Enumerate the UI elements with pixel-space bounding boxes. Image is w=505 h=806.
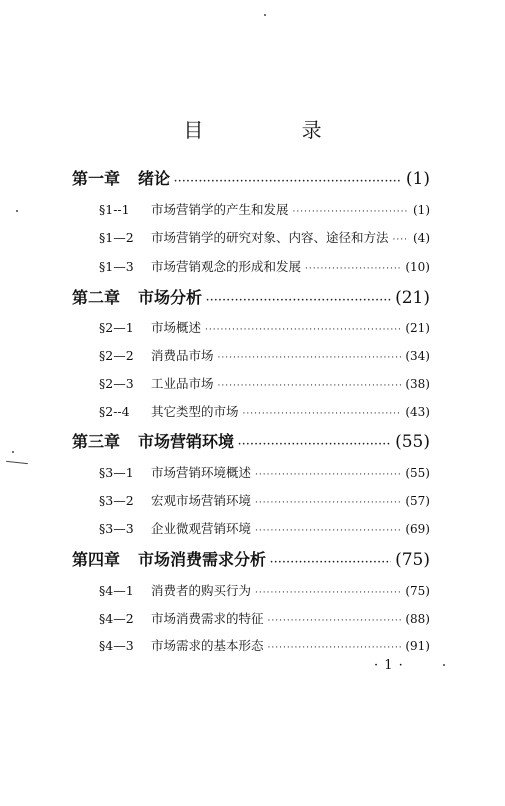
leader-dots (255, 470, 401, 480)
leader-dots (243, 409, 402, 419)
leader-dots (305, 264, 401, 274)
leader-dots (174, 177, 402, 187)
leader-dots (268, 616, 402, 626)
chapter-label: 第二章 (72, 288, 121, 307)
toc-section-3-3[interactable] (99, 519, 430, 537)
chapter-title: 市场营销环境 (138, 432, 235, 451)
page-number: · 1 · (374, 658, 404, 673)
page-ref: (88) (405, 612, 430, 626)
scan-speck (6, 461, 28, 464)
toc-chapter-4[interactable] (72, 547, 430, 570)
section-title: 其它类型的市场 (151, 404, 239, 419)
toc-section-3-2[interactable] (99, 491, 430, 509)
page-ref: (55) (395, 432, 430, 452)
section-title: 消费者的购买行为 (151, 583, 252, 598)
chapter-title: 市场消费需求分析 (138, 550, 267, 569)
toc-section-4-3[interactable] (99, 636, 430, 654)
page-ref: (1) (413, 203, 430, 217)
page-ref: (1) (405, 169, 430, 189)
page-ref: (4) (413, 231, 430, 245)
leader-dots (205, 325, 401, 335)
toc-section-3-1[interactable] (99, 463, 430, 481)
toc-section-1-3[interactable] (99, 257, 430, 275)
toc-section-4-1[interactable] (99, 581, 430, 599)
leader-dots (270, 558, 391, 568)
section-label: §1--1 (99, 202, 130, 217)
section-label: §3—3 (99, 521, 134, 536)
section-label: §2—3 (99, 376, 134, 391)
scan-speck (264, 14, 266, 16)
section-label: §4—3 (99, 638, 134, 653)
scan-speck (12, 451, 14, 453)
section-title: 市场需求的基本形态 (151, 638, 264, 653)
chapter-title: 绪论 (138, 169, 171, 188)
page-ref: (38) (405, 377, 430, 391)
toc-chapter-1[interactable] (72, 166, 430, 189)
leader-dots (268, 643, 402, 653)
page-ref: (75) (405, 584, 430, 598)
section-title: 市场营销学的研究对象、内容、途径和方法 (151, 230, 389, 245)
leader-dots (255, 588, 401, 598)
toc-section-1-2[interactable] (99, 228, 430, 246)
page-ref: (91) (405, 639, 430, 653)
section-label: §4—2 (99, 611, 134, 626)
leader-dots (218, 381, 402, 391)
toc-section-2-4[interactable] (99, 402, 430, 420)
toc-chapter-3[interactable] (72, 429, 430, 452)
toc-chapter-2[interactable] (72, 285, 430, 308)
leader-dots (206, 296, 391, 306)
leader-dots (293, 207, 409, 217)
section-title: 市场营销环境概述 (151, 465, 252, 480)
page-ref: (34) (405, 349, 430, 363)
leader-dots (255, 526, 401, 536)
page-ref: (69) (405, 522, 430, 536)
scan-speck (16, 210, 18, 212)
chapter-title: 市场分析 (138, 288, 203, 307)
page-ref: (43) (405, 405, 430, 419)
section-title: 企业微观营销环境 (151, 521, 252, 536)
section-label: §2--4 (99, 404, 130, 419)
chapter-label: 第三章 (72, 432, 121, 451)
section-title: 市场消费需求的特征 (151, 611, 264, 626)
section-label: §4—1 (99, 583, 134, 598)
section-title: 市场营销观念的形成和发展 (151, 259, 302, 274)
chapter-label: 第四章 (72, 550, 121, 569)
toc-section-2-1[interactable] (99, 318, 430, 336)
section-label: §2—1 (99, 320, 134, 335)
toc-section-2-3[interactable] (99, 374, 430, 392)
page-ref: (21) (395, 288, 430, 308)
page-ref: (10) (405, 260, 430, 274)
section-label: §1—2 (99, 230, 134, 245)
leader-dots (393, 235, 409, 245)
leader-dots (238, 440, 391, 450)
section-label: §2—2 (99, 348, 134, 363)
page-ref: (57) (405, 494, 430, 508)
page-ref: (21) (405, 321, 430, 335)
section-label: §3—2 (99, 493, 134, 508)
page-title: 目 录 (183, 118, 368, 142)
page-ref: (75) (395, 550, 430, 570)
leader-dots (218, 353, 402, 363)
page-ref: (55) (405, 466, 430, 480)
toc-section-2-2[interactable] (99, 346, 430, 364)
section-title: 市场概述 (151, 320, 202, 335)
toc-section-1-1[interactable] (99, 200, 430, 218)
section-title: 宏观市场营销环境 (151, 493, 252, 508)
section-title: 消费品市场 (151, 348, 214, 363)
toc-section-4-2[interactable] (99, 609, 430, 627)
section-label: §3—1 (99, 465, 134, 480)
chapter-label: 第一章 (72, 169, 121, 188)
section-label: §1—3 (99, 259, 134, 274)
scan-speck (443, 664, 445, 666)
section-title: 工业品市场 (151, 376, 214, 391)
leader-dots (255, 498, 401, 508)
section-title: 市场营销学的产生和发展 (151, 202, 289, 217)
